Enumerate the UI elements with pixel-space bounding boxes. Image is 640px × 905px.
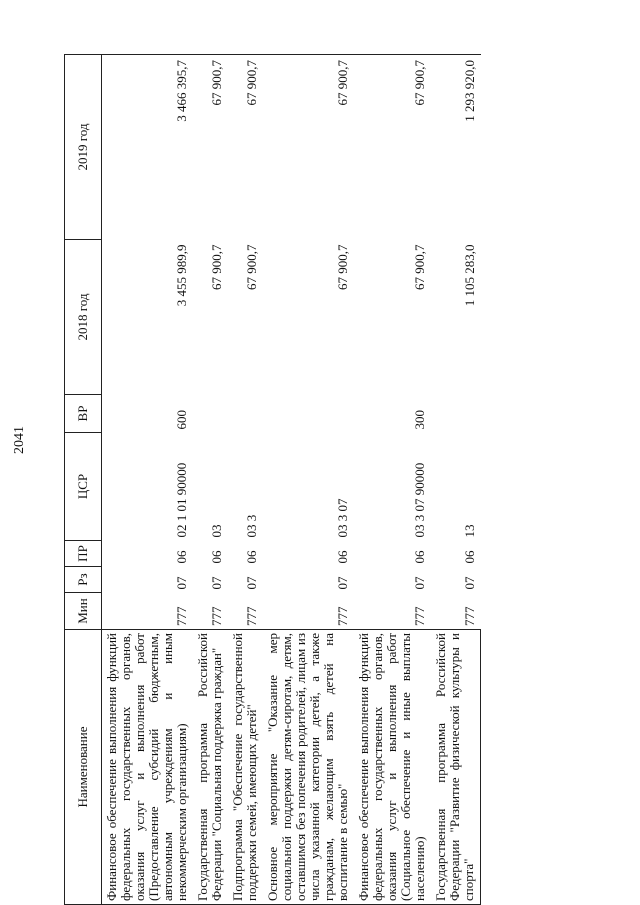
row-rz: 07 (461, 576, 477, 590)
page-number (0, 425, 40, 455)
rotated-table-container (64, 55, 594, 905)
table-row (263, 55, 354, 905)
row-2019: 1 293 920,0 (431, 55, 481, 240)
table-row (354, 55, 431, 905)
row-rz: 07 (209, 576, 224, 590)
row-2018: 67 900,7 (335, 244, 350, 290)
row-min: 777 (209, 606, 224, 626)
row-min: 777 (412, 606, 427, 626)
row-vr (193, 395, 228, 433)
row-rz: 07 (244, 576, 259, 590)
row-pr: 06 (335, 550, 350, 564)
row-vr: 600 (174, 410, 189, 430)
row-2019: 67 900,7 (354, 55, 431, 240)
header-rz: Рз (65, 567, 102, 593)
row-vr (228, 395, 263, 433)
row-rz: 07 (174, 576, 189, 590)
header-2019: 2019 год (65, 55, 102, 240)
row-min: 777 (174, 606, 189, 626)
row-2018: 67 900,7 (412, 244, 427, 290)
header-vr: ВР (65, 395, 102, 433)
row-name: Основное мероприятие "Оказание мер социальной поддержки детям-сиротам, детям, оставшимся без попечения родителей, лицам из числа указанной категории детей, а также гражданам, желающим взять детей на воспитание в семью" (263, 630, 354, 905)
row-rz: 07 (335, 576, 350, 590)
row-csr: 03 3 07 (335, 498, 350, 538)
row-2018: 3 455 989,9 (174, 244, 189, 307)
header-2018: 2018 год (65, 240, 102, 395)
row-2018: 67 900,7 (244, 244, 259, 290)
header-pr: ПР (65, 541, 102, 567)
header-csr: ЦСР (65, 433, 102, 541)
header-name: Наименование (65, 630, 102, 905)
row-min: 777 (335, 606, 350, 626)
row-name: Подпрограмма "Обеспечение государственной поддержки семей, имеющих детей" (228, 630, 263, 905)
row-csr: 13 (461, 524, 477, 538)
row-pr: 06 (461, 550, 477, 564)
row-name: Государственная программа Российской Федерации "Развитие физической культуры и спорта" (431, 630, 481, 905)
row-name: Финансовое обеспечение выполнения функций федеральных государственных органов, оказания услуг и выполнения работ (Предоставление субсидий бюджетным, автономным учреждениям и иным некоммерческим организациям) (102, 630, 194, 905)
row-min: 777 (244, 606, 259, 626)
table-row (193, 55, 228, 905)
row-2019: 67 900,7 (263, 55, 354, 240)
row-pr: 06 (209, 550, 224, 564)
table-row (102, 55, 194, 905)
row-pr: 06 (244, 550, 259, 564)
row-csr: 03 3 (244, 514, 259, 538)
row-pr: 06 (174, 550, 189, 564)
budget-table (64, 54, 481, 905)
table-row (228, 55, 263, 905)
page-number-text: 2041 (12, 426, 27, 454)
row-2018: 67 900,7 (209, 244, 224, 290)
row-csr: 03 (209, 524, 224, 538)
row-vr (431, 395, 481, 433)
header-min: Мин (65, 593, 102, 630)
row-2019: 3 466 395,7 (102, 55, 194, 240)
row-2019: 67 900,7 (228, 55, 263, 240)
row-name: Финансовое обеспечение выполнения функций федеральных государственных органов, оказания услуг и выполнения работ (Социальное обеспечение и иные выплаты населению) (354, 630, 431, 905)
row-vr: 300 (412, 410, 427, 430)
header-row (65, 55, 102, 905)
row-min: 777 (461, 606, 477, 626)
row-csr: 03 3 07 90000 (412, 462, 427, 538)
row-2018: 1 105 283,0 (461, 244, 477, 307)
row-vr (263, 395, 354, 433)
row-rz: 07 (412, 576, 427, 590)
row-2019: 67 900,7 (193, 55, 228, 240)
row-csr: 02 1 01 90000 (174, 462, 189, 538)
row-pr: 06 (412, 550, 427, 564)
row-name: Государственная программа Российской Федерации "Социальная поддержка граждан" (193, 630, 228, 905)
table-row (431, 55, 481, 905)
